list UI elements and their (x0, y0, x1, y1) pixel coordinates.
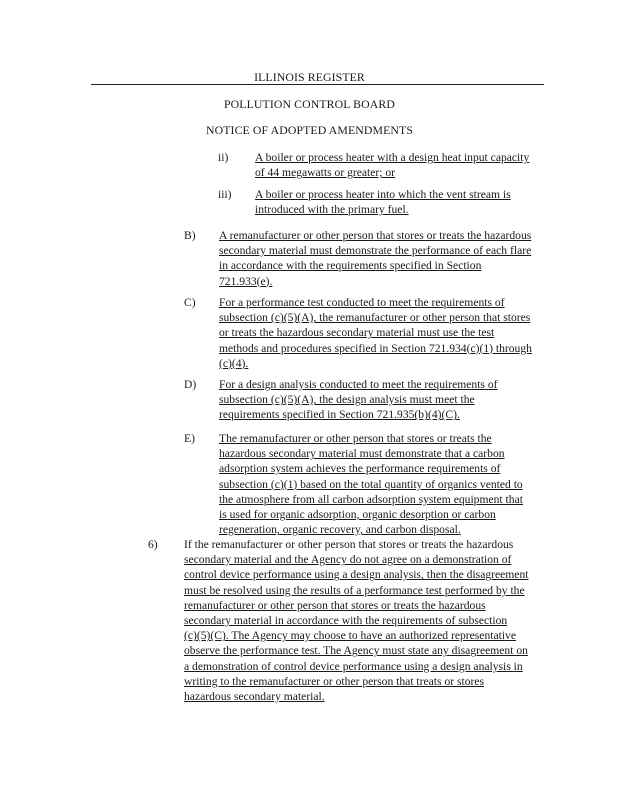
text-line: A boiler or process heater with a design heat input capacity (255, 151, 530, 164)
text-line: For a design analysis conducted to meet the requirements of (219, 378, 498, 391)
item-E-marker: E) (184, 432, 195, 445)
item-ii-text (255, 150, 529, 180)
text-line: the atmosphere from all carbon adsorption system equipment that (219, 492, 523, 506)
text-line: hazardous secondary material must demonstrate that a carbon (219, 447, 505, 461)
text-line: must be resolved using the results of a performance test performed by the (184, 583, 525, 597)
text-line: control device performance using a design analysis, then the disagreement (184, 568, 529, 582)
text-line: For a performance test conducted to meet the requirements of (219, 296, 505, 309)
text-line: writing to the remanufacturer or other person that treats or stores (184, 674, 485, 688)
text-line: secondary material in accordance with the requirements of subsection (184, 614, 508, 628)
item-C-marker: C) (184, 296, 196, 309)
text-line: secondary material must demonstrate the performance of each flare (219, 244, 532, 258)
text-line: methods and procedures specified in Section 721.934(c)(1) through (219, 341, 532, 355)
text-line: regeneration, organic recovery, and carbon disposal. (219, 523, 461, 537)
text-line: 721.933(e). (219, 274, 273, 288)
item-iii-text (255, 187, 511, 217)
text-line: (c)(4). (219, 356, 249, 370)
text-line: a demonstration of control device performance using a design analysis in (184, 659, 523, 673)
text-line: adsorption system achieves the performance requirements of (219, 462, 501, 476)
item-B-text (219, 228, 531, 289)
item-6-marker: 6) (148, 538, 158, 551)
board-title: POLLUTION CONTROL BOARD (224, 97, 395, 111)
text-line-plain: If the remanufacturer or other person that stores or treats the hazardous (184, 538, 514, 551)
text-line: subsection (c)(5)(A), the remanufacturer or other person that stores (219, 311, 531, 325)
text-line: or treats the hazardous secondary material must use the test (219, 326, 495, 340)
register-title: ILLINOIS REGISTER (254, 70, 365, 84)
text-line: subsection (c)(5)(A), the design analysis must meet the (219, 393, 475, 407)
text-line: introduced with the primary fuel. (255, 203, 409, 217)
item-B-marker: B) (184, 229, 196, 242)
text-line: in accordance with the requirements specified in Section (219, 259, 482, 273)
text-line: is used for organic adsorption, organic desorption or carbon (219, 508, 496, 522)
item-E-text (219, 431, 523, 537)
text-line: hazardous secondary material. (184, 690, 325, 704)
text-line: (c)(5)(C). The Agency may choose to have an authorized representative (184, 629, 517, 643)
text-line: A boiler or process heater into which the vent stream is (255, 188, 511, 201)
item-C-text (219, 295, 532, 371)
text-line: observe the performance test. The Agency must state any disagreement on (184, 644, 528, 658)
text-line: secondary material and the Agency do not agree on a demonstration of (184, 553, 512, 567)
notice-title: NOTICE OF ADOPTED AMENDMENTS (206, 123, 413, 137)
header-rule (91, 84, 544, 85)
item-6-text (184, 537, 528, 704)
text-line: The remanufacturer or other person that stores or treats the (219, 432, 492, 445)
text-line: subsection (c)(1) based on the total quantity of organics vented to (219, 477, 523, 491)
item-D-marker: D) (184, 378, 197, 391)
item-ii-marker: ii) (218, 151, 229, 164)
item-D-text (219, 377, 498, 423)
text-line: A remanufacturer or other person that stores or treats the hazardous (219, 229, 532, 242)
text-line: of 44 megawatts or greater; or (255, 166, 396, 180)
text-line: requirements specified in Section 721.935(b)(4)(C). (219, 408, 460, 422)
item-iii-marker: iii) (218, 188, 232, 201)
text-line: remanufacturer or other person that stores or treats the hazardous (184, 598, 486, 612)
